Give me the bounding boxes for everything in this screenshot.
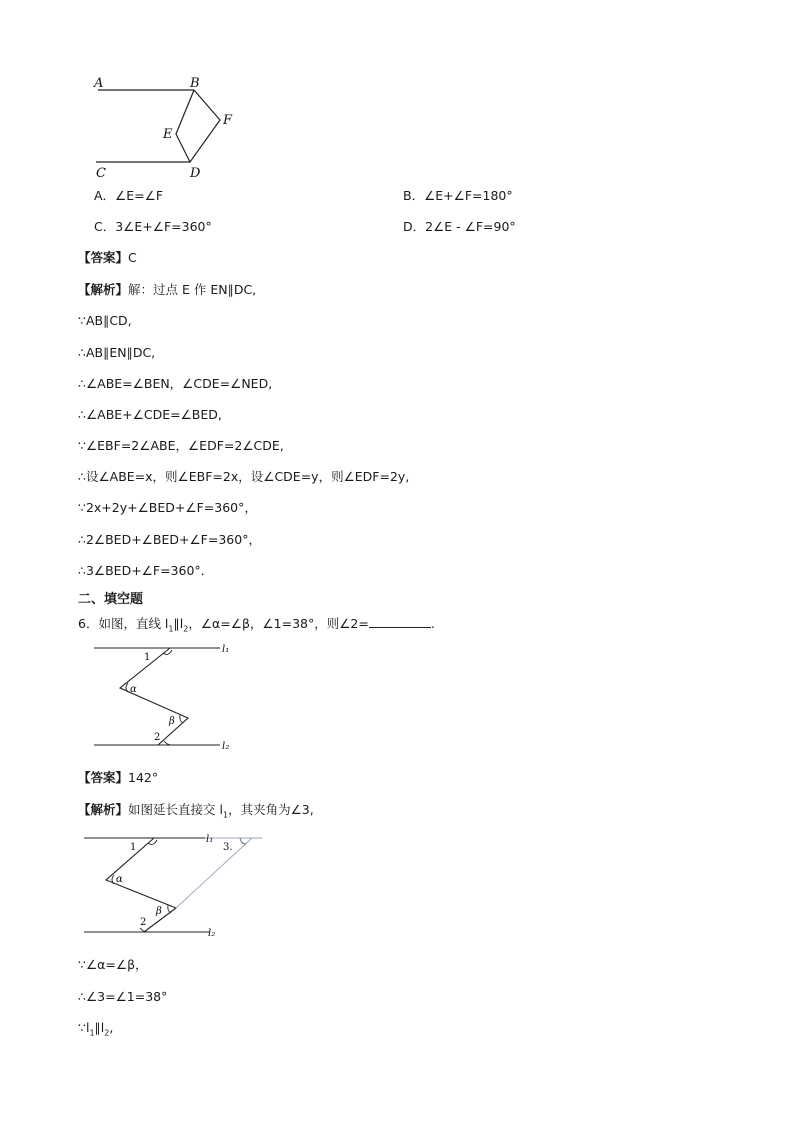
label-c: C (96, 166, 106, 181)
q5-step: ∴设∠ABE=x，则∠EBF=2x，设∠CDE=y，则∠EDF=2y, (78, 469, 410, 484)
q6-stem (78, 615, 435, 638)
q5-step: ∴∠ABE+∠CDE=∠BED, (78, 407, 222, 422)
option-b: B．∠E+∠F=180° (403, 188, 513, 203)
q5-step: ∵AB∥CD, (78, 313, 132, 328)
q6-analysis (78, 802, 314, 824)
answer-tag: 【答案】 (78, 770, 129, 785)
q5-step: ∵2x+2y+∠BED+∠F=360°， (78, 500, 257, 515)
q5-step: ∴AB∥EN∥DC, (78, 345, 156, 360)
last-b: ∥l (94, 1020, 105, 1035)
last-a: ∵l (78, 1020, 90, 1035)
label-2: 2 (154, 732, 161, 743)
section-title: 二、填空题 (78, 592, 144, 607)
option-c: C．3∠E+∠F=360° (94, 219, 212, 234)
last-sub: 1 (89, 1028, 95, 1038)
figure-zigzag-extended (80, 830, 270, 942)
answer-blank (369, 615, 431, 628)
label-alpha: α (130, 684, 137, 695)
label-1: 1 (144, 652, 151, 663)
q6-stem-c: ，∠α=∠β，∠1=38°，则∠2= (188, 616, 369, 631)
label-alpha: α (116, 874, 123, 885)
analysis-sub: 1 (222, 810, 229, 820)
label-3: 3. (223, 842, 233, 853)
figure-zigzag (92, 642, 242, 757)
analysis-tag: 【解析】 (78, 802, 129, 817)
q6-step: ∴∠3=∠1=38° (78, 989, 168, 1004)
label-a: A (94, 76, 104, 91)
figure-quadrilateral (90, 74, 250, 184)
q6-sub: 2 (183, 624, 189, 634)
analysis-a: 如图延长直接交 l (128, 802, 223, 817)
label-beta: β (156, 906, 162, 917)
label-b: B (190, 76, 200, 91)
label-2: 2 (140, 917, 147, 928)
label-l2: l₂ (222, 741, 230, 752)
q5-step: ∴3∠BED+∠F=360°． (78, 563, 214, 578)
q6-sub: 1 (168, 624, 174, 634)
label-l1: l₁ (222, 644, 230, 655)
q5-step: ∴∠ABE=∠BEN，∠CDE=∠NED, (78, 376, 273, 391)
q6-step-last (78, 1020, 113, 1042)
q5-step: ∴2∠BED+∠BED+∠F=360°， (78, 532, 261, 547)
last-c: , (109, 1020, 114, 1035)
analysis-tag: 【解析】 (78, 282, 129, 297)
q6-stem-end: . (430, 616, 435, 631)
option-d: D．2∠E - ∠F=90° (403, 219, 516, 234)
last-sub: 2 (104, 1028, 110, 1038)
analysis-first: 解：过点 E 作 EN∥DC, (128, 282, 257, 297)
q5-analysis (78, 282, 256, 298)
q6-stem-a: 6．如图，直线 l (78, 616, 169, 631)
q6-step: ∵∠α=∠β， (78, 957, 148, 972)
label-1: 1 (130, 842, 137, 853)
q6-answer (78, 770, 158, 786)
analysis-b: ，其夹角为∠3, (228, 802, 314, 817)
answer-tag: 【答案】 (78, 250, 129, 265)
q6-stem-b: ∥l (173, 616, 184, 631)
answer-value: 142° (128, 770, 159, 785)
q5-step: ∵∠EBF=2∠ABE，∠EDF=2∠CDE, (78, 438, 284, 453)
label-d: D (190, 166, 201, 181)
label-e: E (163, 127, 173, 142)
answer-value: C (128, 250, 137, 265)
label-l2: l₂ (208, 928, 216, 939)
label-l1: l₁ (206, 834, 214, 845)
label-beta: β (169, 716, 175, 727)
option-a: A．∠E=∠F (94, 188, 164, 203)
q5-answer (78, 250, 137, 266)
label-f: F (223, 113, 233, 128)
